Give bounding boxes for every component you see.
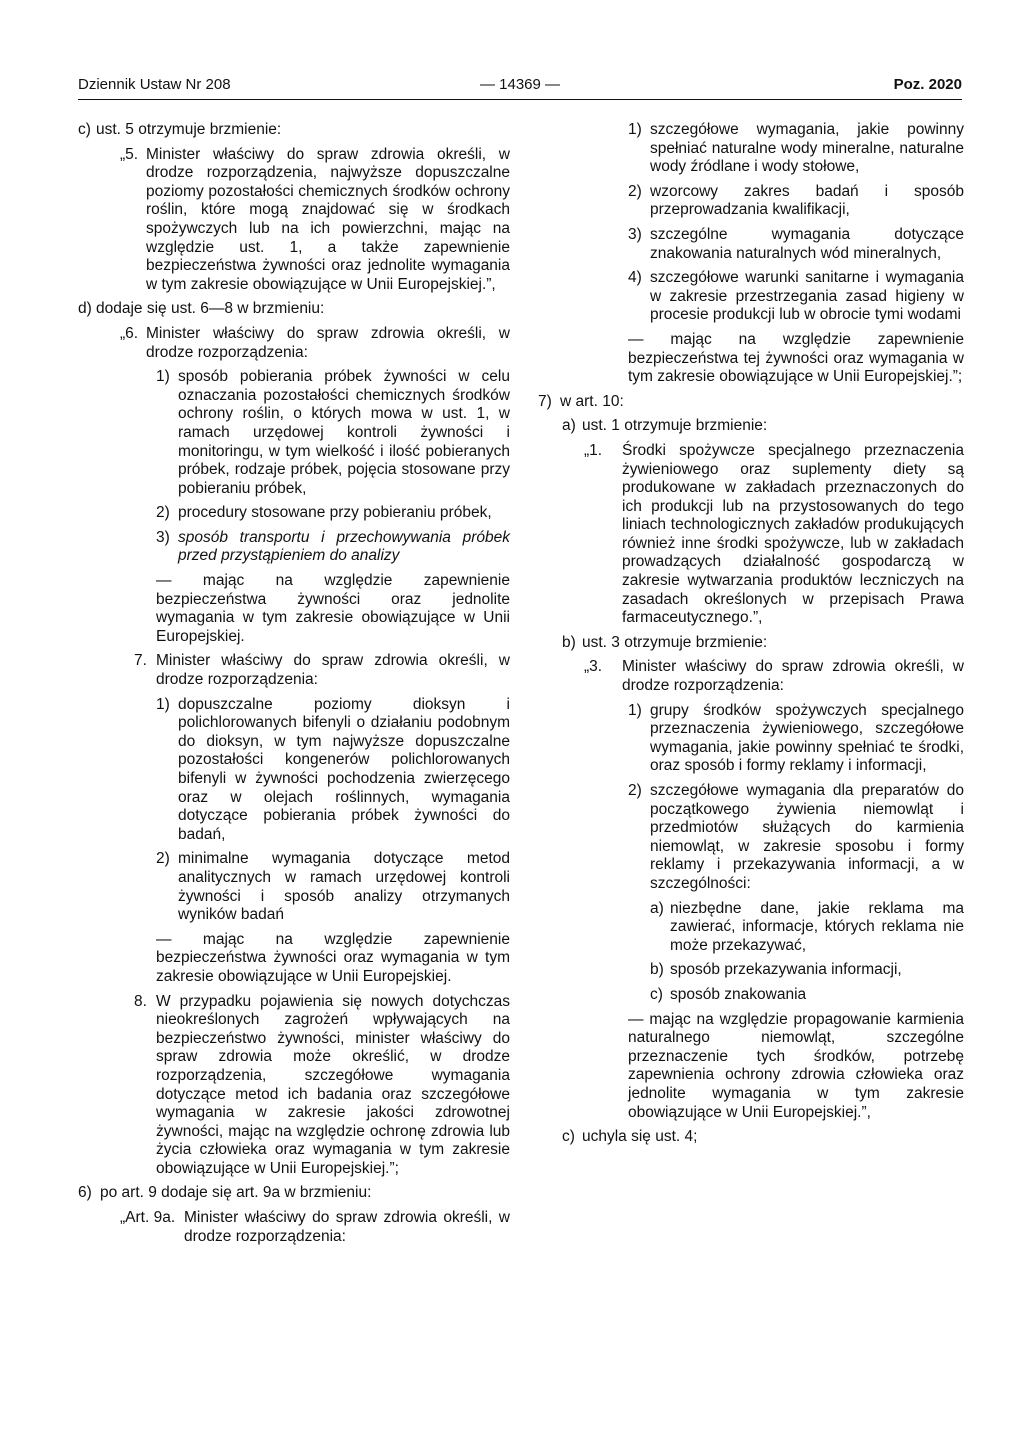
- ust-3-text: „3. Minister właściwy do spraw zdrowia określi, w drodze rozporządzenia:: [584, 658, 964, 695]
- header-rule: [78, 99, 962, 100]
- ust-6-point-1: 1) sposób pobierania próbek żywności w celu oznaczania pozostałości chemicznych środków ochrony roślin, o których mowa w ust. 1, w ramach urzędowej kontroli żywności i monitoringu, w tym wielkość i ilość pobieranych próbek, rodzaje próbek, pojęcia stosowane przy pobieraniu próbek,: [156, 368, 510, 497]
- art-9a-text: „Art. 9a. Minister właściwy do spraw zdrowia określi, w drodze rozporządzenia:: [120, 1209, 510, 1245]
- item-7-art10: 7) w art. 10:: [538, 392, 624, 410]
- ust-8-text: 8. W przypadku pojawienia się nowych dotychczas nieokreślonych zagrożeń wpływających na bezpieczeństwo żywności, minister właściwy do spraw zdrowia może określić, w drodze rozporządzenia, szczegółowe wymagania dotyczące metod ich badania oraz szczegółowe wymagania w zakresie jakości zdrowotnej żywności, mając na względzie ochronę zdrowia lub życia człowieka oraz wymagania w tym zakresie obowiązujące w Unii Europejskiej.”;: [134, 992, 510, 1177]
- item-6-art9a: 6) po art. 9 dodaje się art. 9a w brzmieniu:: [78, 1184, 372, 1202]
- ust-7-point-2: 2) minimalne wymagania dotyczące metod analitycznych w ramach urzędowej kontroli żywności i sposób analizy otrzymanych wyników badań: [156, 850, 510, 924]
- journal-title: Dziennik Ustaw Nr 208: [78, 76, 231, 93]
- item-d-ust6-8: d) dodaje się ust. 6—8 w brzmieniu:: [78, 300, 325, 318]
- ust-7-closing: — mając na względzie zapewnienie bezpieczeństwa żywności oraz wymagania w tym zakresie obowiązujące w Unii Europejskiej.: [156, 930, 510, 985]
- ust-7-point-1: 1) dopuszczalne poziomy dioksyn i polichlorowanych bifenyli o działaniu podobnym do dioksyn, w tym najwyższe dopuszczalne pozostałości kongenerów polichlorowanych bifenyli w żywności pochodzenia zwierzęcego oraz w olejach roślinnych, wymagania dotyczące pobierania próbek żywności do badań,: [156, 695, 510, 843]
- art-9a-point-2: 2) wzorcowy zakres badań i sposób przeprowadzania kwalifikacji,: [628, 182, 964, 219]
- position-number: Poz. 2020: [893, 76, 962, 93]
- ust-6-closing: — mając na względzie zapewnienie bezpieczeństwa żywności oraz jednolite wymagania w tym zakresie obowiązujące w Unii Europejskiej.: [156, 572, 510, 645]
- page-header: [78, 76, 962, 100]
- item-c-ust5: c) ust. 5 otrzymuje brzmienie:: [78, 121, 282, 138]
- ust-6-text: „6. Minister właściwy do spraw zdrowia określi, w drodze rozporządzenia:: [120, 324, 510, 361]
- left-column: [78, 121, 510, 1252]
- ust-3-point-2: 2) szczegółowe wymagania dla preparatów do początkowego żywienia niemowląt i przedmiotów służących do karmienia niemowląt, w zakresie sposobu i formy reklamy i przekazywania informacji, a w szczególności:: [628, 782, 964, 892]
- page-number: — 14369 —: [479, 76, 561, 93]
- item-c-ust4: c) uchyla się ust. 4;: [562, 1128, 698, 1146]
- ust-7-text: 7. Minister właściwy do spraw zdrowia określi, w drodze rozporządzenia:: [134, 652, 510, 689]
- art-9a-point-1: 1) szczegółowe wymagania, jakie powinny spełniać naturalne wody mineralne, naturalne wody źródlane i wody stołowe,: [628, 121, 964, 176]
- ust-3-point-2-c: c) sposób znakowania: [650, 985, 807, 1003]
- art-9a-point-4: 4) szczegółowe warunki sanitarne i wymagania w zakresie przestrzegania zasad higieny w procesie produkcji lub w obrocie tymi wodami: [628, 269, 964, 324]
- ust-6-point-3: 3) sposób transportu i przechowywania próbek przed przystąpieniem do analizy: [156, 528, 510, 565]
- ust-1-text: „1. Środki spożywcze specjalnego przeznaczenia żywieniowego oraz suplementy diety są produkowane w zakładach przeznaczonych do ich produkcji lub na przystosowanych do tego liniach technologicznych zakładów produkujących również inne środki spożywcze, lub w zakładach prowadzących działalność gospodarczą w zakresie wytwarzania produktów leczniczych na zasadach określonych w przepisach Prawa farmaceutycznego.”,: [584, 441, 964, 627]
- art-9a-closing: — mając na względzie zapewnienie bezpieczeństwa tej żywności oraz wymagania w tym zakresie obowiązujące w Unii Europejskiej.”;: [628, 330, 964, 386]
- right-column: [538, 121, 964, 1153]
- art-9a-point-3: 3) szczególne wymagania dotyczące znakowania naturalnych wód mineralnych,: [628, 225, 964, 262]
- ust-6-point-2: 2) procedury stosowane przy pobieraniu próbek,: [156, 504, 492, 522]
- ust-3-point-1: 1) grupy środków spożywczych specjalnego przeznaczenia żywieniowego, szczegółowe wymagania, jakie powinny spełniać te środki, oraz sposób i formy reklamy i informacji,: [628, 701, 964, 775]
- ust-5-text: „5. Minister właściwy do spraw zdrowia określi, w drodze rozporządzenia, najwyższe dopuszczalne poziomy pozostałości chemicznych środków ochrony roślin, które mogą znajdować się w środkach spożywczych lub na ich powierzchni, mając na względzie ust. 1, a także zapewnienie bezpieczeństwa żywności oraz jednolite wymagania w tym zakresie obowiązujące w Unii Europejskiej.”,: [120, 145, 510, 293]
- ust-3-point-2-b: b) sposób przekazywania informacji,: [650, 961, 902, 979]
- ust-3-closing: — mając na względzie propagowanie karmienia naturalnego niemowląt, szczególne przeznaczenie tych środków, potrzebę zapewnienia ochrony zdrowia człowieka oraz jednolite wymagania w tym zakresie obowiązujące w Unii Europejskiej.”,: [628, 1010, 964, 1121]
- item-b-ust3: b) ust. 3 otrzymuje brzmienie:: [562, 633, 768, 651]
- item-a-ust1: a) ust. 1 otrzymuje brzmienie:: [562, 417, 768, 435]
- ust-3-point-2-a: a) niezbędne dane, jakie reklama ma zawierać, informacje, których reklama nie może przekazywać,: [650, 899, 964, 954]
